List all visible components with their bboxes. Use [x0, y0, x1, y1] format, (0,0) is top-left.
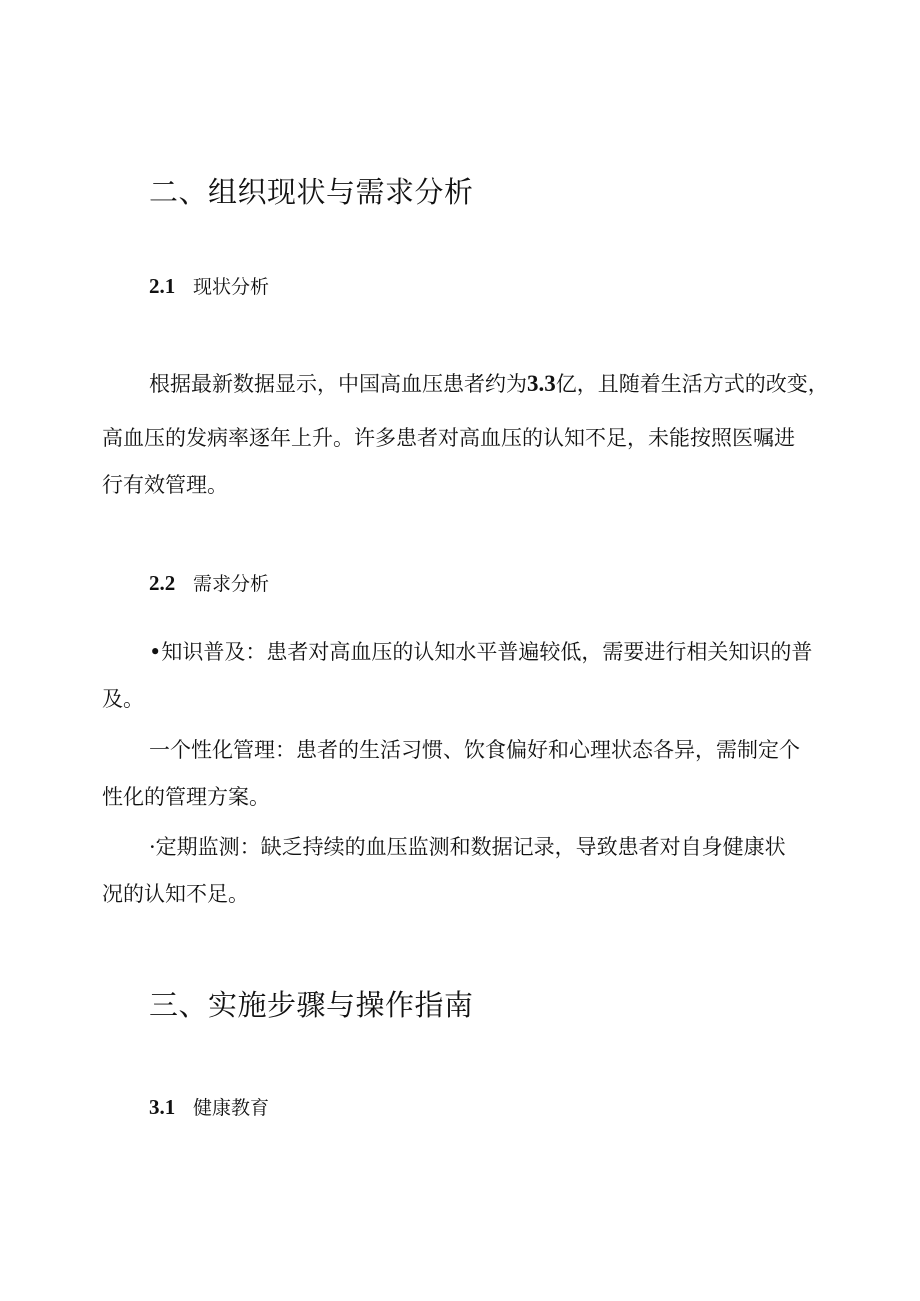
paragraph-line [149, 363, 829, 405]
text-span: 亿，且随着生活方式的改变， [555, 372, 829, 396]
statistic-value: 3.3 [527, 371, 556, 396]
subsection-label: 现状分析 [193, 276, 270, 298]
text-span: 根据最新数据显示，中国高血压患者约为 [149, 372, 527, 396]
subsection-label: 健康教育 [193, 1097, 270, 1119]
list-item-line: •知识普及：患者对高血压的认知水平普遍较低，需要进行相关知识的普 [149, 640, 813, 664]
list-item-line: 及。 [102, 687, 144, 711]
subsection-number: 2.2 [149, 571, 176, 595]
subsection-number: 3.1 [149, 1095, 176, 1119]
paragraph-line: 高血压的发病率逐年上升。许多患者对高血压的认知不足，未能按照医嘱进 [102, 426, 795, 450]
paragraph-line: 行有效管理。 [102, 473, 228, 497]
list-item-line: ·定期监测：缺乏持续的血压监测和数据记录，导致患者对自身健康状 [149, 835, 786, 859]
list-item-line: 性化的管理方案。 [102, 785, 270, 809]
list-item-line: 况的认知不足。 [102, 882, 249, 906]
list-item-line: 一个性化管理：患者的生活习惯、饮食偏好和心理状态各异，需制定个 [149, 738, 800, 762]
subsection-number: 2.1 [149, 274, 176, 298]
subsection-heading [149, 1093, 269, 1120]
subsection-heading [149, 569, 269, 596]
section-heading: 二、组织现状与需求分析 [149, 175, 474, 209]
section-heading: 三、实施步骤与操作指南 [149, 988, 474, 1022]
subsection-label: 需求分析 [193, 573, 270, 595]
subsection-heading [149, 272, 269, 299]
